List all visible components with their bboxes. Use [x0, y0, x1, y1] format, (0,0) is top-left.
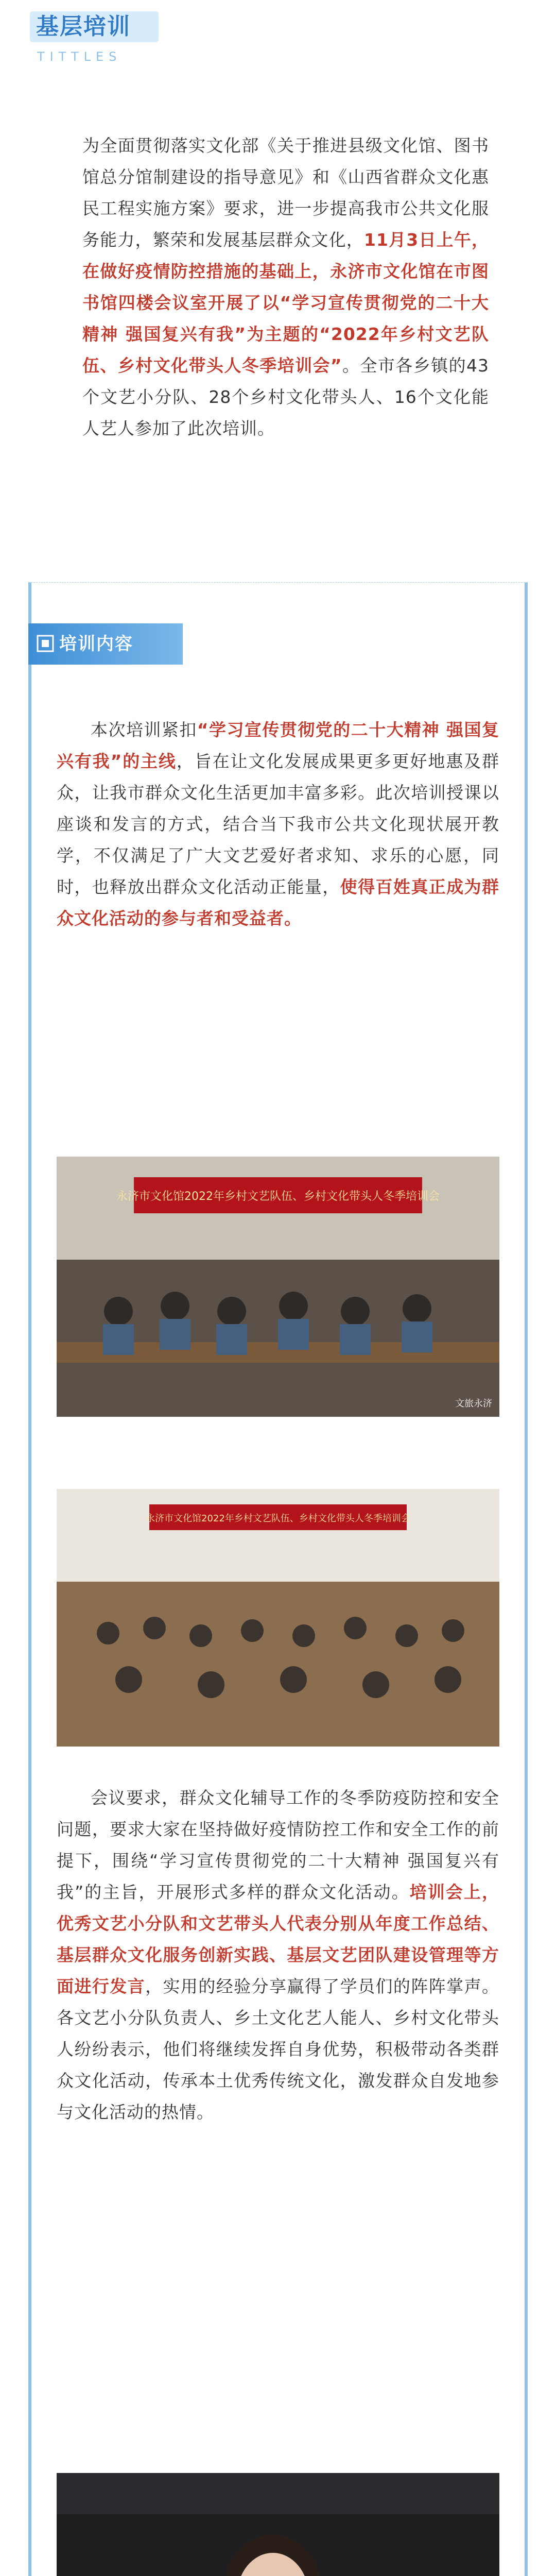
- banner-1-text: 永济市文化馆2022年乡村文艺队伍、乡村文化带头人冬季培训会: [116, 1190, 440, 1203]
- header: [0, 0, 556, 82]
- intro-highlight: 11月3日上午，在做好疫情防控措施的基础上，永济市文化馆在市图书馆四楼会议室开展了以“学习宣传贯彻党的二十大精神 强国复兴有我”为主题的“2022年乡村文艺队伍、乡村文化带头人冬季培训会”: [82, 230, 490, 376]
- intro-text-1: 为全面贯彻落实文化部《关于推进县级文化馆、图书馆总分馆制建设的指导意见》和《山西省群众文化惠民工程实施方案》要求，进一步提高我市公共文化服务能力，繁荣和发展基层群众文化，: [82, 135, 489, 250]
- para2-highlight-1: “学习宣传贯彻党的二十大精神 强国复兴有我”的主线: [57, 720, 499, 771]
- intro-text-2: 。全市各乡镇的43个文艺小分队、28个乡村文化带头人、16个文化能人艺人参加了此次培训。: [82, 355, 489, 438]
- intro-paragraph: [82, 130, 489, 444]
- section-title: 培训内容: [59, 634, 133, 654]
- training-paragraph: [57, 714, 499, 934]
- para3-highlight: 培训会上，优秀文艺小分队和文艺带头人代表分别从年度工作总结、基层群众文化服务创新实践、基层文艺团队建设管理等方面进行发言: [57, 1882, 499, 1996]
- section-marker-icon: [36, 634, 55, 653]
- section-heading: [28, 623, 183, 665]
- banner-2-text: 永济市文化馆2022年乡村文艺队伍、乡村文化带头人冬季培训会: [146, 1513, 410, 1524]
- para3-text-1: 会议要求，群众文化辅导工作的冬季防疫防控和安全问题，要求大家在坚持做好疫情防控工作和安全工作的前提下，围绕“学习宣传贯彻党的二十大精神 强国复兴有我”的主旨，开展形式多样的群众文化活动。: [57, 1788, 499, 1902]
- requirements-paragraph: [57, 1782, 499, 2128]
- header-subtitle: TITTLES: [37, 49, 122, 64]
- para2-text-2: ，旨在让文化发展成果更多更好地惠及群众，让我市群众文化生活更加丰富多彩。此次培训授课以座谈和发言的方式，结合当下我市公共文化现状展开教学，不仅满足了广大文艺爱好者求知、求乐的心愿，同时，也释放出群众文化活动正能量，: [57, 751, 499, 897]
- para2-highlight-2: 使得百姓真正成为群众文化活动的参与者和受益者。: [57, 877, 500, 928]
- photo-meeting-room-2: [57, 1489, 499, 1747]
- header-title: 基层培训: [36, 13, 131, 40]
- photo-speaker-1: [57, 2473, 499, 2576]
- para2-text-1: 本次培训紧扣: [91, 720, 197, 740]
- para3-text-2: ，实用的经验分享赢得了学员们的阵阵掌声。各文艺小分队负责人、乡土文化艺人能人、乡村文化带头人纷纷表示，他们将继续发挥自身优势，积极带动各类群众文化活动，传承本土优秀传统文化，激发群众自发地参与文化活动的热情。: [57, 1976, 500, 2122]
- watermark-1: 文旅永济: [455, 1398, 492, 1409]
- photo-meeting-room-1: [57, 1157, 499, 1417]
